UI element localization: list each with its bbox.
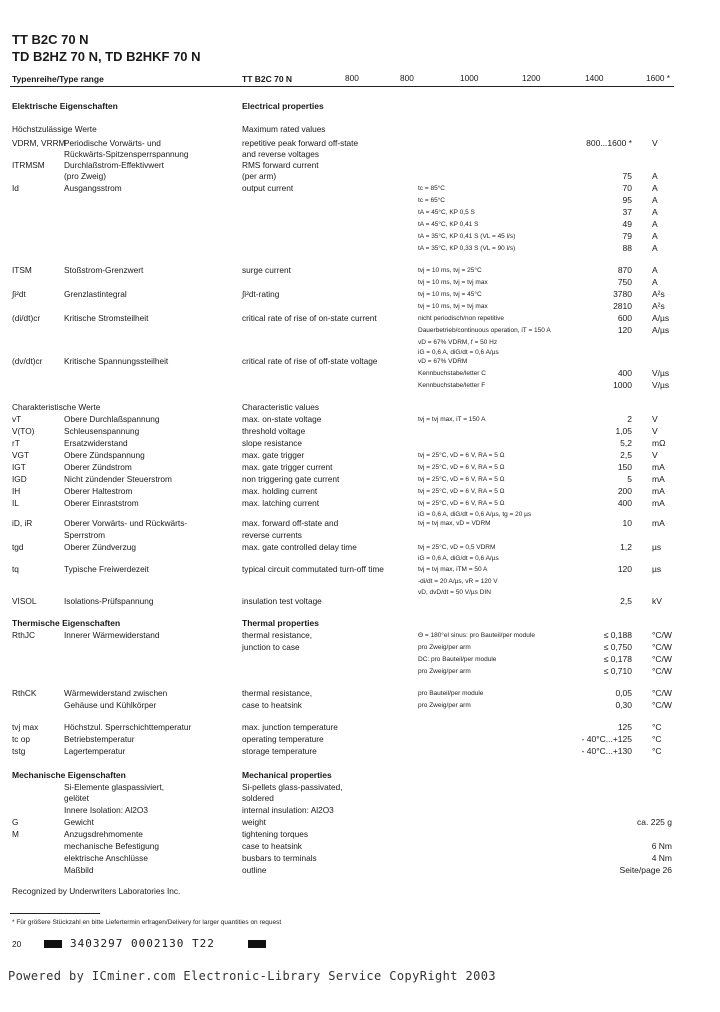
row-condition: Kennbuchstabe/letter C [418, 370, 486, 377]
row-label-en: max. forward off-state and [242, 518, 339, 528]
mech-value: 4 Nm [651, 853, 672, 863]
section-thermal-de: Thermische Eigenschaften [12, 618, 121, 628]
row-label-de: Oberer Vorwärts- und Rückwärts- [64, 518, 188, 528]
mech-label-de: Si-Elemente glaspassiviert, [64, 782, 165, 792]
row-label-de: Schleusenspannung [64, 426, 140, 436]
row-value: - 40°C...+125 [581, 734, 632, 744]
row-label-de: Periodische Vorwärts- und [64, 138, 161, 148]
row-unit: A [652, 265, 658, 275]
row-value: 49 [622, 219, 632, 229]
row-unit: A [652, 231, 658, 241]
row-label-de: (pro Zweig) [64, 171, 106, 181]
mech-symbol: G [12, 817, 19, 827]
row-unit: A [652, 207, 658, 217]
row-unit: °C/W [652, 642, 672, 652]
row-label-de: Höchstzul. Sperrschichttemperatur [64, 722, 192, 732]
row-unit: A [652, 243, 658, 253]
row-condition: tvj = 25°C, vD = 0,5 VDRM [418, 544, 496, 551]
row-value: ≤ 0,188 [603, 630, 632, 640]
row-label-de: Innerer Wärmewiderstand [64, 630, 160, 640]
row-label-en: output current [242, 183, 294, 193]
row-label-en: operating temperature [242, 734, 324, 744]
row-condition: pro Zweig/per arm [418, 702, 471, 709]
row-symbol: vT [12, 414, 22, 424]
row-symbol: tq [12, 564, 19, 574]
row-symbol: RthJC [12, 630, 36, 640]
row-condition: pro Bauteil/per module [418, 690, 484, 697]
row-label-de: Obere Zündspannung [64, 450, 145, 460]
row-condition: tvj = 25°C, vD = 6 V, RA = 5 Ω [418, 476, 505, 483]
row-value: 400 [617, 498, 632, 508]
row-unit: V [652, 426, 658, 436]
row-condition: tA = 35°C, KP 0,33 S (VL = 90 l/s) [418, 245, 516, 252]
section-max-de: Höchstzulässige Werte [12, 124, 97, 134]
row-label-en: insulation test voltage [242, 596, 322, 606]
row-label-en: non triggering gate current [242, 474, 340, 484]
row-value: 800...1600 * [586, 138, 632, 148]
barcode-mark-right [248, 940, 266, 948]
section-electrical-en: Electrical properties [242, 101, 324, 111]
row-label-en: thermal resistance, [242, 630, 313, 640]
row-condition: tvj = 25°C, vD = 6 V, RA = 5 Ω [418, 464, 505, 471]
row-condition: tvj = 10 ms, tvj = tvj max [418, 279, 488, 286]
mech-value: Seite/page 26 [619, 865, 672, 875]
row-condition: tvj = 25°C, vD = 6 V, RA = 5 Ω [418, 452, 505, 459]
row-value: 2 [627, 414, 632, 424]
row-label-de: Oberer Haltestrom [64, 486, 133, 496]
row-unit: mA [652, 486, 665, 496]
row-label-de: Typische Freiwerdezeit [64, 564, 149, 574]
section-thermal-en: Thermal properties [242, 618, 319, 628]
row-value: 5 [627, 474, 632, 484]
row-unit: µs [652, 542, 662, 552]
page-number: 20 [12, 939, 22, 949]
watermark-text: Powered by ICminer.com Electronic-Library Service CopyRight 2003 [8, 969, 496, 983]
row-condition: tA = 45°C, KP 0,5 S [418, 209, 475, 216]
mech-label-de: mechanische Befestigung [64, 841, 160, 851]
row-value: 120 [617, 564, 632, 574]
row-label-de: Nicht zündender Steuerstrom [64, 474, 172, 484]
title-line-1: TT B2C 70 N [12, 32, 89, 47]
row-label-de: Grenzlastintegral [64, 289, 127, 299]
mech-value: ca. 225 g [637, 817, 672, 827]
row-label-en: typical circuit commutated turn-off time [242, 564, 384, 574]
row-symbol: tgd [12, 542, 24, 552]
row-unit: mA [652, 462, 665, 472]
row-label-en: RMS forward current [242, 160, 319, 170]
mech-label-en: weight [242, 817, 266, 827]
row-unit: A [652, 277, 658, 287]
mech-label-en: soldered [242, 793, 274, 803]
extra-condition-line: vD, dvD/dt = 50 V/µs DIN [418, 589, 491, 596]
row-condition: tvj = tvj max, iTM = 50 A [418, 566, 488, 573]
row-label-en: max. holding current [242, 486, 318, 496]
row-label-en: and reverse voltages [242, 149, 320, 159]
row-value: 150 [617, 462, 632, 472]
type-col-6: 1600 * [646, 73, 670, 83]
row-value: 200 [617, 486, 632, 496]
row-label-de: Kritische Stromsteilheit [64, 313, 149, 323]
type-col-2: 800 [400, 73, 414, 83]
row-label-en: reverse currents [242, 530, 302, 540]
row-label-de: Betriebstemperatur [64, 734, 135, 744]
row-symbol: VGT [12, 450, 30, 460]
row-label-en: thermal resistance, [242, 688, 313, 698]
row-condition: tc = 85°C [418, 185, 445, 192]
row-label-en: max. gate controlled delay time [242, 542, 357, 552]
row-condition: pro Zweig/per arm [418, 668, 471, 675]
row-label-en: slope resistance [242, 438, 302, 448]
row-condition: Dauerbetrieb/continuous operation, iT = 150 A [418, 327, 551, 334]
row-condition: tvj = 10 ms, tvj = tvj max [418, 303, 488, 310]
row-symbol: iD, iR [12, 518, 33, 528]
row-unit: °C/W [652, 666, 672, 676]
row-value: 120 [617, 325, 632, 335]
mech-label-de: Maßbild [64, 865, 94, 875]
row-value: 2810 [613, 301, 632, 311]
row-label-en: ∫i²dt-rating [242, 289, 280, 299]
row-label-de: Wärmewiderstand zwischen [64, 688, 168, 698]
row-symbol: V(TO) [12, 426, 35, 436]
row-condition: tA = 45°C, KP 0,41 S [418, 221, 479, 228]
row-label-de: Obere Durchlaßspannung [64, 414, 160, 424]
row-value: 75 [622, 171, 632, 181]
row-unit: A [652, 183, 658, 193]
row-symbol: tstg [12, 746, 26, 756]
row-unit: mA [652, 474, 665, 484]
row-condition: tc = 65°C [418, 197, 445, 204]
row-value: ≤ 0,750 [603, 642, 632, 652]
row-value: 2,5 [620, 450, 632, 460]
row-label-de: Isolations-Prüfspannung [64, 596, 154, 606]
row-label-en: repetitive peak forward off-state [242, 138, 359, 148]
row-unit: A [652, 219, 658, 229]
type-range-label: Typenreihe/Type range [12, 74, 104, 84]
row-label-en: critical rate of rise of on-state current [242, 313, 377, 323]
row-label-en: critical rate of rise of off-state voltage [242, 356, 378, 366]
type-col-3: 1000 [460, 73, 479, 83]
row-condition: pro Zweig/per arm [418, 644, 471, 651]
row-unit: V [652, 138, 658, 148]
row-condition: tvj = tvj max, vD = VDRM [418, 520, 491, 527]
row-label-en: max. gate trigger [242, 450, 305, 460]
row-label-en: case to heatsink [242, 700, 302, 710]
barcode-text: 3403297 0002130 T22 [70, 937, 215, 950]
type-col-1: 800 [345, 73, 359, 83]
section-char-en: Characteristic values [242, 402, 320, 412]
row-label-en: threshold voltage [242, 426, 306, 436]
row-value: 3780 [613, 289, 632, 299]
row-value: 0,30 [615, 700, 632, 710]
footnote-text: * Für größere Stückzahl en bitte Liefertermin erfragen/Delivery for larger quantities on request [12, 919, 282, 926]
row-label-en: max. latching current [242, 498, 320, 508]
row-label-de: Lagertemperatur [64, 746, 126, 756]
row-condition: vD = 67% VDRM [418, 358, 468, 365]
row-value: 37 [622, 207, 632, 217]
type-col-5: 1400 [585, 73, 604, 83]
row-label-de: Gehäuse und Kühlkörper [64, 700, 157, 710]
row-symbol: RthCK [12, 688, 37, 698]
row-condition: tvj = 10 ms, tvj = 45°C [418, 291, 482, 298]
mech-label-de: Gewicht [64, 817, 94, 827]
row-unit: kV [652, 596, 662, 606]
row-symbol: ITSM [12, 265, 32, 275]
mech-label-de: elektrische Anschlüsse [64, 853, 148, 863]
row-unit: µs [652, 564, 662, 574]
mech-label-de: gelötet [64, 793, 89, 803]
row-condition: tvj = 25°C, vD = 6 V, RA = 5 Ω [418, 488, 505, 495]
recognized-text: Recognized by Underwriters Laboratories Inc. [12, 886, 181, 896]
row-symbol: Id [12, 183, 19, 193]
row-symbol: IGD [12, 474, 27, 484]
row-unit: mA [652, 518, 665, 528]
row-value: 2,5 [620, 596, 632, 606]
row-unit: A/µs [652, 325, 670, 335]
extra-condition-line: iG = 0,6 A, diG/dt = 0,6 A/µs [418, 555, 499, 562]
row-unit: mA [652, 498, 665, 508]
row-label-de: Ausgangsstrom [64, 183, 122, 193]
row-label-de: Kritische Spannungssteilheit [64, 356, 169, 366]
row-value: 88 [622, 243, 632, 253]
row-label-en: max. on-state voltage [242, 414, 322, 424]
mech-label-en: case to heatsink [242, 841, 302, 851]
row-symbol: rT [12, 438, 20, 448]
mech-label-de: Anzugsdrehmomente [64, 829, 143, 839]
section-char-de: Charakteristische Werte [12, 402, 101, 412]
extra-condition-line: iG = 0,6 A, diG/dt = 0,6 A/µs [418, 349, 499, 356]
row-value: ≤ 0,178 [603, 654, 632, 664]
row-value: 400 [617, 368, 632, 378]
mech-label-en: outline [242, 865, 267, 875]
row-symbol: IGT [12, 462, 26, 472]
row-value: - 40°C...+130 [581, 746, 632, 756]
section-max-en: Maximum rated values [242, 124, 326, 134]
row-condition: nicht periodisch/non repetitive [418, 315, 504, 322]
row-value: 0,05 [615, 688, 632, 698]
row-value: 1000 [613, 380, 632, 390]
mech-label-en: Si-pellets glass-passivated, [242, 782, 343, 792]
mech-label-en: busbars to terminals [242, 853, 317, 863]
row-symbol: VDRM, VRRM [12, 138, 66, 148]
row-symbol: ITRMSM [12, 160, 45, 170]
row-value: ≤ 0,710 [603, 666, 632, 676]
header-rule [10, 86, 674, 87]
row-value: 5,2 [620, 438, 632, 448]
row-unit: A [652, 171, 658, 181]
row-symbol: tc op [12, 734, 30, 744]
row-label-de: Rückwärts-Spitzensperrspannung [64, 149, 189, 159]
row-label-en: storage temperature [242, 746, 317, 756]
row-symbol: IL [12, 498, 19, 508]
row-unit: °C/W [652, 630, 672, 640]
row-unit: A²s [652, 301, 665, 311]
row-label-de: Oberer Zündstrom [64, 462, 132, 472]
row-unit: V/µs [652, 380, 670, 390]
row-unit: V/µs [652, 368, 670, 378]
row-label-de: Oberer Einraststrom [64, 498, 139, 508]
type-range-type: TT B2C 70 N [242, 74, 293, 84]
footnote-rule [10, 913, 100, 914]
row-value: 95 [622, 195, 632, 205]
row-label-en: junction to case [242, 642, 300, 652]
row-unit: A/µs [652, 313, 670, 323]
row-condition: tvj = 10 ms, tvj = 25°C [418, 267, 482, 274]
mech-label-en: internal insulation: Al2O3 [242, 805, 334, 815]
extra-condition-line: iG = 0,6 A, diG/dt = 0,6 A/µs, tg = 20 µs [418, 511, 532, 518]
row-condition: Θ = 180°el sinus: pro Bauteil/per module [418, 632, 535, 639]
row-unit: V [652, 450, 658, 460]
row-value: 79 [622, 231, 632, 241]
row-value: 10 [622, 518, 632, 528]
row-unit: °C/W [652, 700, 672, 710]
row-value: 1,05 [615, 426, 632, 436]
row-label-de: Ersatzwiderstand [64, 438, 128, 448]
row-symbol: (dv/dt)cr [12, 356, 43, 366]
row-value: 870 [617, 265, 632, 275]
row-symbol: VISOL [12, 596, 37, 606]
row-unit: °C/W [652, 688, 672, 698]
section-mech-en: Mechanical properties [242, 770, 332, 780]
row-value: 600 [617, 313, 632, 323]
row-unit: V [652, 414, 658, 424]
row-label-de: Stoßstrom-Grenzwert [64, 265, 144, 275]
row-unit: °C/W [652, 654, 672, 664]
row-condition: tA = 35°C, KP 0,41 S (VL = 45 l/s) [418, 233, 516, 240]
row-label-en: max. junction temperature [242, 722, 338, 732]
row-value: 70 [622, 183, 632, 193]
barcode-mark-left [44, 940, 62, 948]
row-label-en: (per arm) [242, 171, 277, 181]
row-label-de: Oberer Zündverzug [64, 542, 136, 552]
row-value: 125 [617, 722, 632, 732]
row-symbol: ∫i²dt [12, 289, 26, 299]
row-label-de: Sperrstrom [64, 530, 106, 540]
row-unit: °C [652, 746, 662, 756]
mech-value: 6 Nm [651, 841, 672, 851]
row-symbol: (di/dt)cr [12, 313, 41, 323]
row-label-en: max. gate trigger current [242, 462, 333, 472]
mech-label-en: tightening torques [242, 829, 308, 839]
mech-symbol: M [12, 829, 19, 839]
row-unit: A [652, 195, 658, 205]
row-value: 750 [617, 277, 632, 287]
row-condition: Kennbuchstabe/letter F [418, 382, 486, 389]
extra-condition-line: -di/dt = 20 A/µs, vR = 120 V [418, 578, 498, 585]
row-unit: °C [652, 734, 662, 744]
extra-condition-line: vD = 67% VDRM, f = 50 Hz [418, 339, 498, 346]
row-unit: °C [652, 722, 662, 732]
mech-label-de: Innere Isolation: Al2O3 [64, 805, 148, 815]
row-symbol: tvj max [12, 722, 39, 732]
row-condition: tvj = tvj max, iT = 150 A [418, 416, 486, 423]
row-symbol: IH [12, 486, 21, 496]
row-condition: tvj = 25°C, vD = 6 V, RA = 5 Ω [418, 500, 505, 507]
row-label-de: Durchlaßstrom-Effektivwert [64, 160, 164, 170]
row-unit: mΩ [652, 438, 666, 448]
row-value: 1,2 [620, 542, 632, 552]
section-electrical-de: Elektrische Eigenschaften [12, 101, 118, 111]
row-unit: A²s [652, 289, 665, 299]
row-label-en: surge current [242, 265, 291, 275]
section-mech-de: Mechanische Eigenschaften [12, 770, 126, 780]
row-condition: DC: pro Bauteil/per module [418, 656, 497, 663]
type-col-4: 1200 [522, 73, 541, 83]
title-line-2: TD B2HZ 70 N, TD B2HKF 70 N [12, 49, 201, 64]
